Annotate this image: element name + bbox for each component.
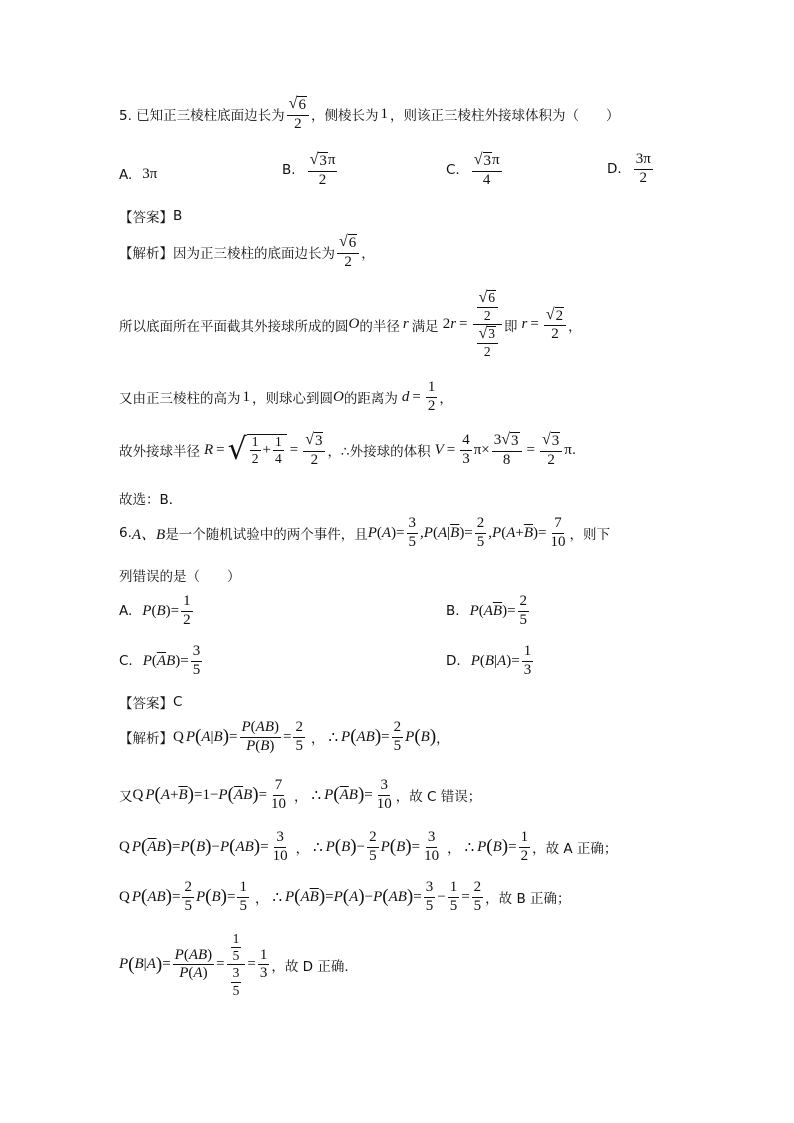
- q6-stem-line2: 列错误的是（ ）: [119, 569, 241, 585]
- q5-exp-line3: 又由正三棱柱的高为 1 ，则球心到圆 O 的距离为 d = $\frac{1}{2}$ ，: [119, 379, 453, 414]
- q6-stem: 6. A、B 是一个随机试验中的两个事件，且 P ( A )= $\frac{3}{5}$ , P ( A | $\overline{B}$ )= $\frac{2}{5}$ , P ( A + $\overline{B}$ )= $\frac{7}{10}$ ，则下: [119, 515, 610, 550]
- q6-answer: 【答案】 C: [119, 694, 183, 712]
- q6-complex-fraction: $\frac{\frac{1}{5}}{\frac{3}{5}}$: [227, 932, 246, 998]
- q6-option-a: A. P ( B )= $\frac{1}{2}$: [119, 593, 191, 628]
- q5-answer: 【答案】 B: [119, 208, 183, 226]
- q5-exp-line1: 【解析】 因为正三棱柱的底面边长为 √ 6 2 ，: [119, 233, 375, 270]
- q5-option-a: A. 3π: [119, 166, 158, 183]
- q5-exp-line4: 故外接球半径 R = √ $\frac{1}{2}$ + $\frac{1}{4}$ = √ 3 2 ，∴外接球的体积 V = $\frac{4}{3}$ π× 3 √ 3 8 = √ 3 2 π .: [119, 431, 577, 468]
- q5-option-d: D. $\frac{3\pi}{2}$: [607, 151, 651, 186]
- q6-option-d: D. P ( B | A )= $\frac{1}{3}$: [446, 643, 532, 678]
- q6-option-b: B. P ( A $\overline{B}$ )= $\frac{2}{5}$: [446, 593, 528, 628]
- q5-complex-fraction: √ 6 2 √ 3 2: [473, 290, 503, 359]
- q5-option-b: B. √ 3 π 2: [282, 151, 336, 188]
- q5-option-c: C. √ 3 π 4: [446, 151, 500, 188]
- q6-option-c: C. P ( $\overline{A}$ B )= $\frac{3}{5}$: [119, 643, 201, 678]
- q5-lat-len: 1: [380, 105, 388, 122]
- q6-exp-line3: Q P ( $\overline{A}$ B ) = P ( B ) − P ( AB ) = $\frac{3}{10}$ ， ∴ P ( B ) − $\frac{2}{5}$ P ( B ) = $\frac{3}{10}$ ， ∴ P ( B ) = $\frac{1}{2}$ ，故 A 正确；: [119, 829, 618, 864]
- q5-stem-pre: 5. 已知正三棱柱底面边长为: [119, 108, 285, 125]
- q5-exp-line2: 所以底面所在平面截其外接球所成的圆 O 的半径 r 满足 2 r = √ 6 2 √ 3 2 即 r = √ 2 2 ，: [119, 289, 582, 360]
- q6-exp-line1: 【解析】 Q P ( A | B ) = $\frac{P(AB)}{P(B)}$ = $\frac{2}{5}$ ， ∴ P ( AB ) = $\frac{2}{5}$ P ( B ) ，: [119, 719, 450, 754]
- q6-exp-line4: Q P ( AB ) = $\frac{2}{5}$ P ( B ) = $\frac{1}{5}$ ， ∴ P ( A $\overline{B}$ ) = P ( A ) − P ( AB ) = $\frac{3}{5}$ − $\frac{1}{5}$ = $\frac{2}{5}$ ，故 B 正确；: [119, 879, 571, 914]
- q5-stem-post: ，则该正三棱柱外接球体积为（ ）: [389, 108, 620, 125]
- q5-stem-mid: ，侧棱长为: [310, 108, 379, 125]
- q5-radius-sqrt: √ $\frac{1}{2}$ + $\frac{1}{4}$: [228, 434, 287, 466]
- q5-choose: 故选：B．: [119, 492, 183, 508]
- q5-sqrt6-over-2: √ 6 2: [287, 96, 309, 132]
- q6-exp-line2: 又 Q P ( A + $\overline{B}$ ) =1− P ( $\overline{A}$ B ) = $\frac{7}{10}$ ， ∴ P ( $\overline{A}$ B ) = $\frac{3}{10}$ ，故 C 错误；: [119, 777, 482, 812]
- q5-stem: [119, 96, 619, 132]
- q6-exp-line5: P ( B | A ) = $\frac{P(AB)}{P(A)}$ = $\frac{\frac{1}{5}}{\frac{3}{5}}$ = $\frac{1}{3}$ ，故 D 正确.: [119, 931, 349, 998]
